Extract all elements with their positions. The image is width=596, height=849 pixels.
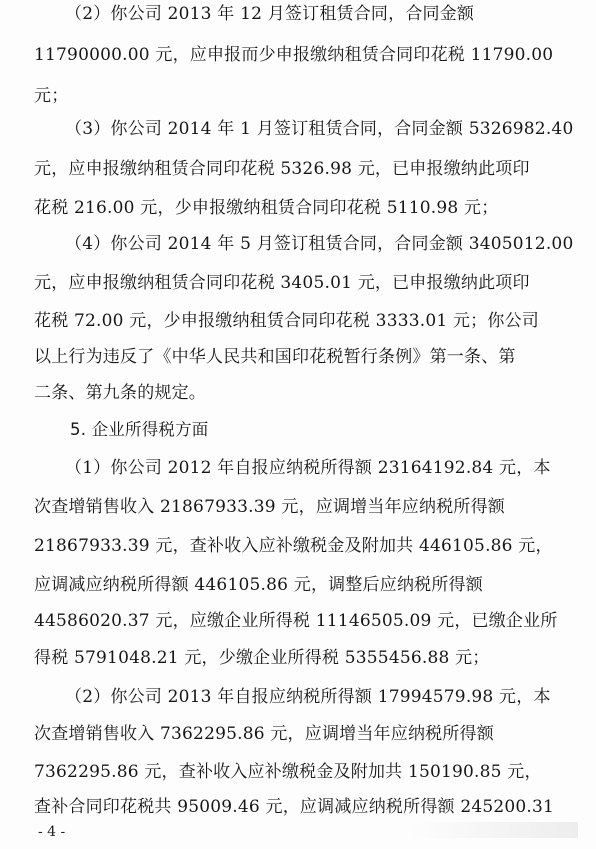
- watermark-smudge: [410, 822, 578, 838]
- text-line-7: （4）你公司 2014 年 5 月签订租赁合同，合同金额 3405012.00: [65, 234, 574, 254]
- text-line-2: 11790000.00 元，应申报而少申报缴纳租赁合同印花税 11790.00: [34, 45, 554, 65]
- text-line-19: （2）你公司 2013 年自报应纳税所得额 17994579.98 元，本: [65, 687, 551, 707]
- text-line-11: 二条、第九条的规定。: [34, 383, 206, 403]
- text-line-4: （3）你公司 2014 年 1 月签订租赁合同，合同金额 5326982.40: [65, 119, 574, 139]
- text-line-8: 元，应申报缴纳租赁合同印花税 3405.01 元，已申报缴纳此项印: [34, 273, 530, 293]
- text-line-10: 以上行为违反了《中华人民共和国印花税暂行条例》第一条、第: [34, 347, 516, 367]
- page-number: - 4 -: [38, 824, 66, 840]
- text-line-14: 次查增销售收入 21867933.39 元，应调增当年应纳税所得额: [34, 497, 505, 517]
- text-line-6: 花税 216.00 元，少申报缴纳租赁合同印花税 5110.98 元；: [34, 198, 499, 218]
- text-line-9: 花税 72.00 元，少申报缴纳租赁合同印花税 3333.01 元；你公司: [34, 311, 539, 331]
- text-line-20: 次查增销售收入 7362295.86 元，应调增当年应纳税所得额: [34, 724, 494, 744]
- text-line-15: 21867933.39 元，查补收入应补缴税金及附加共 446105.86 元，: [34, 536, 553, 556]
- section-heading-corporate-income-tax: 5. 企业所得税方面: [70, 420, 209, 439]
- text-line-1: （2）你公司 2013 年 12 月签订租赁合同，合同金额: [65, 4, 475, 24]
- text-line-21: 7362295.86 元，查补收入应补缴税金及附加共 150190.85 元，: [34, 762, 542, 782]
- text-line-5: 元，应申报缴纳租赁合同印花税 5326.98 元，已申报缴纳此项印: [34, 159, 530, 179]
- text-line-22: 查补合同印花税共 95009.46 元，应调减应纳税所得额 245200.31: [34, 797, 555, 817]
- text-line-13: （1）你公司 2012 年自报应纳税所得额 23164192.84 元，本: [65, 458, 551, 478]
- text-line-17: 44586020.37 元，应缴企业所得税 11146505.09 元，已缴企业所: [34, 611, 558, 631]
- text-line-3: 元；: [34, 86, 69, 106]
- text-line-16: 应调减应纳税所得额 446105.86 元，调整后应纳税所得额: [34, 575, 483, 595]
- text-line-18: 得税 5791048.21 元，少缴企业所得税 5355456.88 元；: [34, 648, 490, 668]
